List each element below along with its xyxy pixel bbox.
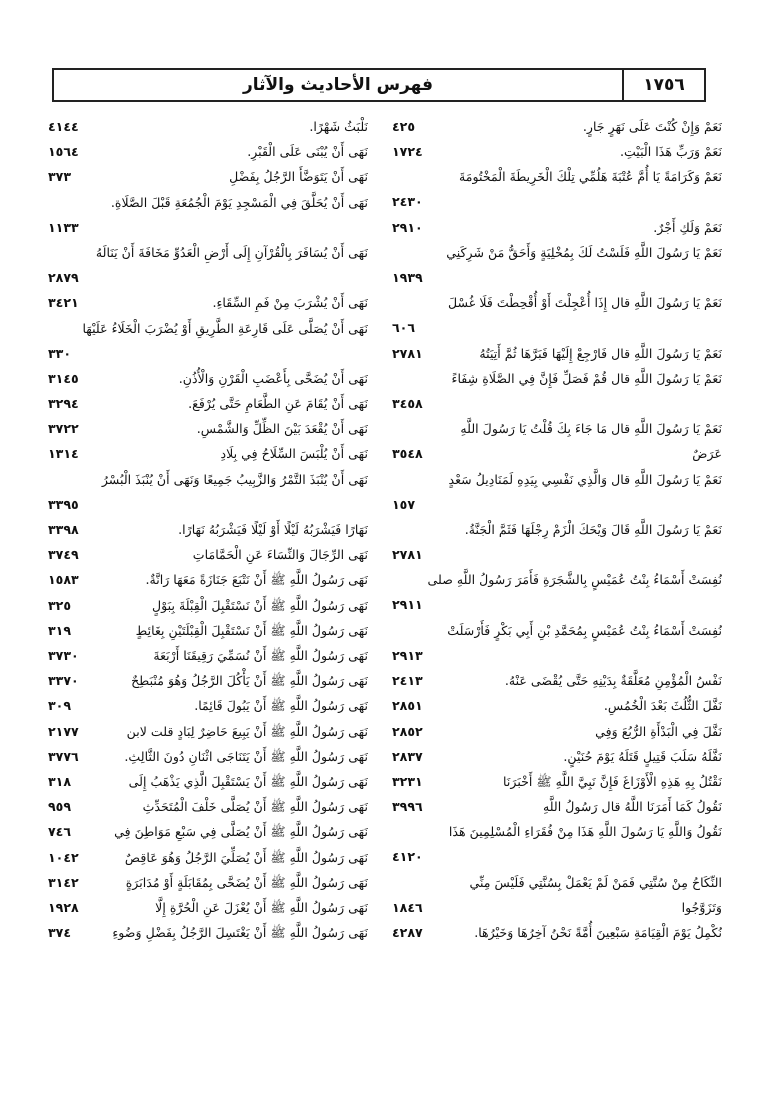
index-entry	[48, 366, 368, 391]
index-entry	[48, 593, 368, 618]
index-entry	[48, 316, 368, 366]
index-entry	[392, 240, 722, 290]
index-entry	[392, 719, 722, 744]
entry-text: نَعَمْ وَإِنْ كُنْتَ عَلَى نَهَرٍ جَارٍ.	[582, 119, 722, 134]
entry-text: نَعَمْ يَا رَسُولَ اللَّهِ قال إِذَا أُعْجِلْتَ أَوْ أُقْحِطْتَ فَلَا غُسْلَ	[448, 295, 722, 311]
entry-number: ٢٨٥١	[392, 698, 423, 714]
entry-text: نَهَى رَسُولُ اللَّهِ ﷺ أَنْ يُصَلَّى فِي سَبْعِ مَوَاطِنَ فِي	[114, 824, 368, 840]
entry-number: ٣١٤٢	[48, 874, 79, 890]
index-entry	[48, 870, 368, 895]
right-column	[392, 114, 722, 945]
entry-number: ٣٣٠	[48, 345, 72, 361]
entry-number: ٢٨٣٧	[392, 748, 423, 764]
index-entry	[392, 215, 722, 240]
index-entry	[392, 416, 722, 466]
entry-text: نَهَى رَسُولُ اللَّهِ ﷺ أَنْ يَبُولَ قَائِمًا.	[194, 698, 368, 714]
entry-number: ٣٩٩٦	[392, 799, 423, 815]
entry-text: نَهَى رَسُولُ اللَّهِ ﷺ أَنْ يَغْتَسِلَ الرَّجُلُ بِفَضْلِ وَضُوءِ	[112, 925, 368, 941]
index-entry	[48, 845, 368, 870]
entry-continuation: وَتَزَوَّجُوا	[681, 899, 722, 915]
entry-text: نَهَى أَنْ يُشْرَبَ مِنْ فَمِ السِّقَاءِ.	[212, 295, 368, 311]
entry-number: ٣٣٩٨	[48, 522, 79, 538]
index-entry	[392, 290, 722, 340]
entry-number: ٣٤٢١	[48, 295, 79, 311]
entry-text: نَهَى أَنْ يُضَحَّى بِأَعْضَبِ الْقَرْنِ وَالْأُذُنِ.	[178, 370, 368, 386]
entry-text: نَهَى رَسُولُ اللَّهِ ﷺ أَنْ نَسْتَقْبِلَ الْقِبْلَتَيْنِ بِغَائِطٍ	[135, 622, 368, 638]
entry-text: نَعَمْ يَا رَسُولَ اللَّهِ قال فَارْجِعْ إِلَيْهَا فَبَرَّهَا ثُمَّ أَتِيَتُهُ	[479, 345, 722, 361]
entry-text: نَهَى رَسُولُ اللَّهِ ﷺ أَنْ يَبِيعَ حَاضِرٌ لِبَادٍ قلت لابن	[126, 723, 368, 739]
entry-text: نَهَى أَنْ يُبْنَى عَلَى الْقَبْرِ.	[247, 144, 368, 160]
entry-number: ٣٢٣١	[392, 774, 423, 790]
entry-text: نَلْبَثُ شَهْرًا.	[309, 119, 368, 134]
entry-number: ٦٠٦	[392, 320, 416, 336]
entry-text: نَعَمْ وَلَكِ أَجْرٌ.	[653, 219, 722, 235]
entry-text: نُفِسَتْ أَسْمَاءُ بِنْتُ عُمَيْسٍ بِمُحَمَّدِ بْنِ أَبِي بَكْرٍ فَأَرْسَلَتْ	[447, 622, 722, 638]
entry-text: نَهَى الرِّجَالَ وَالنِّسَاءَ عَنِ الْحَمَّامَاتِ	[192, 547, 368, 563]
entry-text: نُفِسَتْ أَسْمَاءُ بِنْتُ عُمَيْسٍ بِالشَّجَرَةِ فَأَمَرَ رَسُولُ اللَّهِ صلى	[427, 572, 722, 588]
entry-number: ١٠٤٢	[48, 849, 79, 865]
entry-text: نَهَى أَنْ يَتَوَضَّأَ الرَّجُلُ بِفَضْلِ	[229, 169, 368, 185]
index-entry	[48, 794, 368, 819]
entry-text: نَقُولُ كَمَا أَمَرَنَا اللَّهُ قال رَسُولُ اللَّهِ	[542, 799, 722, 815]
entry-number: ٢٤١٣	[392, 673, 423, 689]
index-entry	[48, 719, 368, 744]
entry-number: ٢٩١٠	[392, 219, 423, 235]
index-entry	[392, 467, 722, 517]
entry-number: ٧٤٦	[48, 824, 72, 840]
entry-number: ٢٨٧٩	[48, 269, 79, 285]
index-entry	[48, 164, 368, 189]
index-entry	[48, 391, 368, 416]
entry-text: نَعَمْ يَا رَسُولَ اللَّهِ قال قُمْ فَصَلِّ فَإِنَّ فِي الصَّلَاةِ شِفَاءً	[451, 370, 722, 386]
entry-text: نَفَّلَ الثُّلُثَ بَعْدَ الْخُمُسِ.	[603, 698, 722, 714]
entry-text: نَعَمْ يَا رَسُولَ اللَّهِ قال وَالَّذِي نَفْسِي بِيَدِهِ لَمَنَادِيلُ سَعْدٍ	[448, 471, 722, 487]
entry-number: ١٣١٤	[48, 446, 79, 462]
index-entry	[392, 341, 722, 366]
index-entry	[48, 567, 368, 592]
left-column	[48, 114, 368, 945]
entry-text: نَهَى أَنْ يُقَامَ عَنِ الطَّعَامِ حَتَّى يُرْفَعَ.	[188, 396, 368, 412]
entry-text: نَهَى رَسُولُ اللَّهِ ﷺ أَنْ يَسْتَقْبِلَ الَّذِي يَذْهَبُ إِلَى	[128, 773, 368, 789]
entry-number: ١٧٢٤	[392, 144, 423, 160]
entry-number: ٣٢٥	[48, 597, 72, 613]
entry-number: ٣٧٧٦	[48, 748, 79, 764]
entry-number: ٢٤٣٠	[392, 194, 423, 210]
entry-number: ٢٩١٣	[392, 647, 423, 663]
entry-text: نَهَى أَنْ يُسَافَرَ بِالْقُرْآنِ إِلَى أَرْضِ الْعَدُوِّ مَخَافَةَ أَنْ يَنَالَهُ	[95, 244, 368, 260]
entry-text: نَعَمْ يَا رَسُولَ اللَّهِ قال مَا جَاءَ بِكَ قُلْتُ يَا رَسُولَ اللَّهِ	[460, 421, 722, 437]
entry-text: نَقْتُلُ بِهِ هَذِهِ الْأَوْزَاغَ فَإِنَّ نَبِيَّ اللَّهِ ﷺ أَخْبَرَنَا	[503, 774, 722, 790]
entry-number: ٣٧٤	[48, 925, 72, 941]
entry-text: نَهَى رَسُولُ اللَّهِ ﷺ أَنْ نَسْتَقْبِلَ الْقِبْلَةَ بِبَوْلٍ	[152, 597, 368, 613]
entry-number: ٣٢٩٤	[48, 396, 79, 412]
entry-number: ٤٢٥	[392, 119, 416, 134]
entry-number: ٢٨٥٢	[392, 723, 423, 739]
entry-text: نَعَمْ وَرَبِّ هَذَا الْبَيْتِ.	[619, 144, 722, 160]
index-entry	[392, 618, 722, 668]
index-entry	[48, 819, 368, 844]
entry-text: نَهَى رَسُولُ اللَّهِ ﷺ أَنْ يُضَحَّى بِمُقَابَلَةٍ أَوْ مُدَابَرَةٍ	[125, 874, 368, 890]
index-entry	[392, 164, 722, 214]
entry-text: نَعَمْ يَا رَسُولَ اللَّهِ قَالَ وَيْحَكَ الْزَمْ رِجْلَهَا فَثَمَّ الْجَنَّةُ.	[464, 522, 722, 538]
entry-number: ١٩٢٨	[48, 899, 79, 915]
entry-number: ٣٥٤٨	[392, 446, 423, 462]
entry-number: ٣٧٢٢	[48, 421, 79, 437]
entry-number: ٤٢٨٧	[392, 925, 423, 941]
entry-number: ٢٧٨١	[392, 345, 423, 361]
index-entry	[48, 744, 368, 769]
entry-text: نَهَى أَنْ يُلْبَسَ السِّلَاحُ فِي بِلَادِ	[220, 446, 368, 462]
entry-text: نَهَى رَسُولُ اللَّهِ ﷺ أَنْ يُعْزَلَ عَنِ الْحُرَّةِ إِلَّا	[155, 899, 368, 915]
entry-text: نَهَى رَسُولُ اللَّهِ ﷺ أَنْ يَأْكُلَ الرَّجُلُ وَهُوَ مُنْبَطِحٌ	[131, 673, 368, 689]
entry-number: ٣٣٧٠	[48, 673, 79, 689]
index-entry	[392, 366, 722, 416]
index-entry	[392, 517, 722, 567]
entry-number: ٢٩١١	[392, 597, 423, 613]
entry-text: نَفَّلَهُ سَلَبَ قَتِيلٍ قَتَلَهُ يَوْمَ حُنَيْنٍ.	[563, 748, 722, 764]
entry-text: نَقُولُ وَاللَّهِ يَا رَسُولَ اللَّهِ هَذَا مِنْ فُقَرَاءِ الْمُسْلِمِينَ هَذَا	[448, 824, 722, 840]
entry-text: نَعَمْ وَكَرَامَةً يَا أُمَّ عُتْبَةَ هَلُمِّي تِلْكَ الْخَرِيطَةَ الْمَخْتُومَةَ	[459, 169, 722, 185]
entry-text: نَهَى أَنْ يُقْعَدَ بَيْنَ الظِّلِّ وَالشَّمْسِ.	[196, 421, 368, 437]
entry-number: ٤١٤٤	[48, 119, 79, 134]
index-entry	[48, 542, 368, 567]
index-entry	[392, 819, 722, 869]
entry-text: نَفَّلَ فِي الْبَدْأَةِ الرُّبُعَ وَفِي	[595, 723, 722, 739]
entry-number: ٣٠٩	[48, 698, 72, 714]
entry-text: نُكْمِلُ يَوْمَ الْقِيَامَةِ سَبْعِينَ أُمَّةً نَحْنُ آخِرُهَا وَخَيْرُهَا.	[474, 925, 722, 941]
entry-number: ١٨٤٦	[392, 899, 423, 915]
entry-number: ١١٣٣	[48, 219, 79, 235]
index-entry	[48, 643, 368, 668]
entry-text: نَهَى رَسُولُ اللَّهِ ﷺ أَنْ يُصَلَّى خَلْفَ الْمُتَحَدِّثِ	[142, 799, 368, 815]
index-entry	[392, 744, 722, 769]
index-entry	[48, 139, 368, 164]
entry-text: نَهَى أَنْ يُصَلَّى عَلَى قَارِعَةِ الطَّرِيقِ أَوْ يُضْرَبَ الْخَلَاءُ عَلَيْهَا	[82, 320, 368, 336]
entry-text: نَهَى أَنْ يُحَلَّقَ فِي الْمَسْجِدِ يَوْمَ الْجُمُعَةِ قَبْلَ الصَّلَاةِ.	[110, 194, 368, 210]
entry-number: ٣١٨	[48, 773, 72, 789]
entry-number: ٣٧٣	[48, 169, 72, 185]
index-entry	[392, 567, 722, 617]
index-entry	[48, 769, 368, 794]
entry-text: نَهَى رَسُولُ اللَّهِ ﷺ أَنْ نُسَمِّيَ رَقِيقَنَا أَرْبَعَةَ	[153, 648, 368, 663]
entry-continuation: عَرَضٌ	[692, 446, 722, 462]
page-header	[52, 68, 706, 102]
index-entry	[48, 895, 368, 920]
index-entry	[48, 618, 368, 643]
entry-number: ٣١٤٥	[48, 370, 79, 386]
index-entry	[392, 139, 722, 164]
index-entry	[48, 290, 368, 315]
entry-number: ٢٧٨١	[392, 547, 423, 563]
entry-text: نَعَمْ يَا رَسُولَ اللَّهِ فَلَسْتُ لَكَ بِمُخْلِيَةٍ وَأَحَقُّ مَنْ شَرِكَنِي	[446, 244, 722, 260]
entry-text: نَهَى أَنْ يُنْبَذَ التَّمْرُ وَالزَّبِيبُ جَمِيعًا وَنَهَى أَنْ يُنْبَذَ الْبُسْرُ	[101, 471, 368, 487]
index-entry	[48, 114, 368, 139]
entry-number: ١٥٨٣	[48, 572, 79, 588]
index-entry	[392, 114, 722, 139]
entry-number: ٢١٧٧	[48, 723, 79, 739]
entry-number: ٩٥٩	[48, 799, 72, 815]
index-entry	[392, 693, 722, 718]
index-entry	[392, 668, 722, 693]
entry-number: ٣١٩	[48, 622, 72, 638]
index-entry	[392, 769, 722, 794]
entry-number: ٣٣٩٥	[48, 496, 79, 512]
entry-number: ٣٤٥٨	[392, 395, 423, 411]
index-entry	[48, 240, 368, 290]
entry-number: ١٥٦٤	[48, 144, 79, 160]
index-entry	[48, 467, 368, 517]
entry-number: ٤١٢٠	[392, 849, 423, 865]
index-entry	[48, 190, 368, 240]
entry-text: نَهَى رَسُولُ اللَّهِ ﷺ أَنْ يَتَنَاجَى اثْنَانِ دُونَ الثَّالِثِ.	[124, 748, 368, 764]
entry-number: ١٥٧	[392, 496, 416, 512]
entry-number: ٣٧٤٩	[48, 547, 79, 563]
entry-text: نَهَى رَسُولُ اللَّهِ ﷺ أَنْ يُصَلِّيَ الرَّجُلُ وَهُوَ عَاقِصٌ	[124, 849, 368, 865]
entry-number: ١٩٣٩	[392, 269, 423, 285]
index-entry	[48, 416, 368, 441]
entry-text: نَهَارًا فَيَشْرَبُهُ لَيْلًا أَوْ لَيْلًا فَيَشْرَبُهُ نَهَارًا.	[178, 522, 368, 538]
index-entry	[392, 870, 722, 920]
index-entry	[392, 920, 722, 945]
entry-text: نَفْسُ الْمُؤْمِنِ مُعَلَّقَةٌ بِدَيْنِهِ حَتَّى يُقْضَى عَنْهُ.	[504, 673, 722, 689]
page-title: فهرس الأحاديث والآثار	[242, 75, 434, 95]
entry-text: النِّكَاحُ مِنْ سُنَّتِي فَمَنْ لَمْ يَعْمَلْ بِسُنَّتِي فَلَيْسَ مِنِّي	[469, 874, 722, 890]
entry-number: ٣٧٣٠	[48, 648, 79, 663]
index-entry	[48, 920, 368, 945]
index-entry	[48, 693, 368, 718]
index-entry	[48, 668, 368, 693]
entry-text: نَهَى رَسُولُ اللَّهِ ﷺ أَنْ نَتْبَعَ جَنَازَةً مَعَهَا رَانَّةٌ.	[145, 572, 368, 588]
index-entry	[48, 517, 368, 542]
index-entry	[48, 441, 368, 466]
page-number: ١٧٥٦	[622, 70, 704, 100]
index-entry	[392, 794, 722, 819]
